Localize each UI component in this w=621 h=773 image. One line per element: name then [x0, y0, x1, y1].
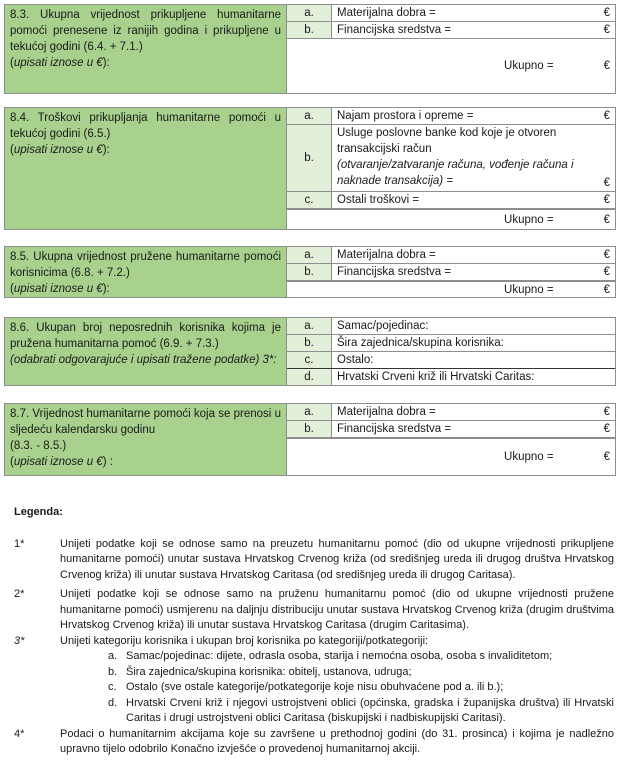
euro-unit: €	[603, 110, 610, 122]
financijska-sredstva-field[interactable]	[332, 22, 615, 38]
legend-text: Unijeti kategoriju korisnika i ukupan broj korisnika po kategoriji/potkategoriji:	[60, 634, 429, 647]
euro-unit: €	[603, 177, 610, 189]
section-title: 8.3. Ukupna vrijednost prikupljene humanitarne pomoći prenesene iz ranijih godina i prikupljene u tekućoj godini (6.4. + 7.1.)	[10, 9, 281, 53]
section-note: (odabrati odgovarajuće i upisati tražene podatke) 3*:	[10, 354, 277, 366]
row-d	[287, 369, 615, 385]
euro-unit: €	[603, 249, 610, 261]
section-title: 8.7. Vrijednost humanitarne pomoći koja se prenosi u sljedeću kalendarsku godinu	[10, 408, 281, 436]
total-label: Ukupno =	[504, 213, 554, 226]
row-label: Materijalna dobra =	[337, 249, 436, 261]
section-formula: (8.3. - 8.5.)	[10, 440, 67, 452]
section-8-4-header: 8.4. Troškovi prikupljanja humanitarne pomoći u tekućoj godini (6.5.) (upisati iznose u €):	[5, 108, 287, 229]
legend-text-block	[60, 634, 614, 727]
row-b	[287, 335, 615, 352]
section-8-6	[4, 317, 616, 386]
euro-unit: €	[603, 423, 610, 435]
row-label-italic: (otvaranje/zatvaranje računa, vođenje računa i naknade transakcija) =	[337, 159, 574, 187]
row-label: Šira zajednica/skupina korisnika:	[337, 337, 504, 349]
legend-text: Unijeti podatke koji se odnose samo na preuzetu humanitarnu pomoć (dio od ukupne vrijednosti prikupljene humanitarne pomoći) unutar sustava Hrvatskog Crvenog križa (od središnjeg ureda ili drugog društva Hrvatskog Crvenog križa) ili unutar sustava Hrvatskog Caritasa (od središnjeg ureda ili drugog Caritasa).	[60, 537, 614, 581]
section-8-4	[4, 107, 616, 230]
section-note: upisati iznose u €	[13, 144, 103, 156]
najam-field[interactable]	[332, 108, 615, 124]
sub-key: d.	[108, 696, 118, 709]
row-a	[287, 5, 615, 22]
section-8-3-header: 8.3. Ukupna vrijednost prikupljene humanitarne pomoći prenesene iz ranijih godina i prikupljene u tekućoj godini (6.4. + 7.1.) (upisati iznose u €):	[5, 5, 287, 93]
row-key: d.	[287, 369, 332, 385]
row-key: a.	[287, 108, 332, 124]
sub-text: Ostalo (sve ostale kategorije/potkategorije koje nisu obuhvaćene pod a. ili b.);	[126, 681, 504, 693]
ostali-troskovi-field[interactable]	[332, 192, 615, 208]
section-title: 8.6. Ukupan broj neposrednih korisnika kojima je pružena humanitarna pomoć (6.9. + 7.3.)	[10, 322, 281, 350]
total-label: Ukupno =	[504, 451, 554, 463]
row-a	[287, 404, 615, 421]
row-label: Materijalna dobra =	[337, 406, 436, 418]
total-label: Ukupno =	[504, 60, 554, 72]
legend-num: 2*	[14, 588, 25, 600]
row-a	[287, 247, 615, 264]
legend-num: 4*	[14, 727, 25, 740]
section-note: upisati iznose u €	[13, 57, 103, 69]
row-key: c.	[287, 192, 332, 208]
euro-unit: €	[603, 194, 610, 206]
row-key: b.	[287, 421, 332, 437]
row-label: Materijalna dobra =	[337, 7, 436, 19]
materijalna-dobra-field[interactable]	[332, 5, 615, 21]
legend-item	[14, 727, 614, 758]
total-field[interactable]	[287, 281, 615, 297]
section-title: 8.5. Ukupna vrijednost pružene humanitarne pomoći korisnicima (6.8. + 7.2.)	[10, 251, 281, 279]
sub-key: c.	[108, 681, 117, 693]
euro-unit: €	[603, 213, 610, 226]
row-b	[287, 264, 615, 281]
row-b	[287, 125, 615, 192]
total-field[interactable]	[287, 438, 615, 475]
section-8-7-header: 8.7. Vrijednost humanitarne pomoći koja se prenosi u sljedeću kalendarsku godinu (8.3. - 8.5.) (upisati iznose u €) :	[5, 404, 287, 475]
total-field[interactable]	[287, 209, 615, 229]
row-a	[287, 318, 615, 335]
euro-unit: €	[603, 451, 610, 463]
euro-unit: €	[603, 283, 610, 296]
legend-title: Legenda:	[14, 506, 63, 518]
euro-unit: €	[603, 24, 610, 36]
sub-text: Samac/pojedinac: dijete, odrasla osoba, starija i nemoćna osoba, osoba s invaliditetom;	[126, 650, 553, 662]
financijska-sredstva-field[interactable]	[332, 421, 615, 437]
section-note: upisati iznose u €	[13, 456, 103, 468]
row-c	[287, 352, 615, 369]
usluge-banke-field[interactable]	[332, 125, 615, 191]
euro-unit: €	[603, 266, 610, 278]
row-key: c.	[287, 352, 332, 368]
materijalna-dobra-field[interactable]	[332, 247, 615, 263]
row-label: Financijska sredstva =	[337, 423, 452, 435]
row-b	[287, 22, 615, 39]
row-key: b.	[287, 335, 332, 351]
row-a	[287, 108, 615, 125]
row-key: a.	[287, 318, 332, 334]
legend	[14, 505, 614, 758]
section-8-7	[4, 403, 616, 476]
legend-item	[14, 587, 614, 634]
sub-key: b.	[108, 665, 118, 678]
total-label: Ukupno =	[504, 283, 554, 296]
row-label: Ostalo:	[337, 354, 374, 366]
hck-caritas-field[interactable]	[332, 369, 615, 385]
legend-text: Podaci o humanitarnim akcijama koje su završene u prethodnoj godini (do 31. prosinca) i kojima je nadležno upravno tijelo odobrilo Konačno izvješće o provedenoj humanitarnoj akciji.	[60, 727, 614, 755]
row-key: b.	[287, 264, 332, 280]
legend-num: 1*	[14, 537, 25, 550]
euro-unit: €	[603, 60, 610, 72]
section-8-6-header	[5, 318, 287, 385]
row-key: a.	[287, 404, 332, 420]
legend-item	[14, 537, 614, 584]
legend-text: Unijeti podatke koji se odnose samo na pruženu humanitarnu pomoć (dio od ukupne vrijednosti pružene humanitarne pomoći) usmjerenu na daljnju distribuciju unutar sustava Hrvatskog Crvenog križa (drugim društvima Hrvatskog Crvenog križa) ili unutar sustava Hrvatskog Caritasa (drugim Caritasima).	[60, 588, 614, 631]
legend-item	[14, 634, 614, 727]
samac-field[interactable]	[332, 318, 615, 334]
sub-text: Šira zajednica/skupina korisnika: obitelj, ustanova, udruga;	[126, 665, 412, 678]
row-label: Financijska sredstva =	[337, 24, 452, 36]
materijalna-dobra-field[interactable]	[332, 404, 615, 420]
row-label: Financijska sredstva =	[337, 266, 452, 278]
sub-text: Hrvatski Crveni križ i njegovi ustrojstveni oblici (općinska, gradska i županijska društva) ili Hrvatski Caritas i drugi ustrojstveni oblici Caritasa (biskupijski i nadbiskupijski Caritasi).	[126, 696, 614, 724]
financijska-sredstva-field[interactable]	[332, 264, 615, 280]
section-note: upisati iznose u €	[13, 283, 103, 295]
section-8-5	[4, 246, 616, 298]
row-label: Najam prostora i opreme =	[337, 110, 474, 122]
total-field[interactable]	[287, 39, 615, 93]
row-key: b.	[287, 22, 332, 38]
euro-unit: €	[603, 406, 610, 418]
row-key: a.	[287, 247, 332, 263]
legend-sublist	[60, 649, 614, 727]
row-b	[287, 421, 615, 438]
row-label: Usluge poslovne banke kod koje je otvoren transakcijski račun	[337, 127, 557, 155]
sira-zajednica-field[interactable]	[332, 335, 615, 351]
ostalo-field[interactable]	[332, 352, 615, 368]
legend-num: 3*	[14, 634, 25, 647]
section-8-5-header: 8.5. Ukupna vrijednost pružene humanitarne pomoći korisnicima (6.8. + 7.2.) (upisati iznose u €):	[5, 247, 287, 297]
row-label: Samac/pojedinac:	[337, 320, 429, 332]
row-key: a.	[287, 5, 332, 21]
sub-key: a.	[108, 650, 118, 662]
section-8-3	[4, 4, 616, 94]
row-label: Hrvatski Crveni križ ili Hrvatski Caritas:	[337, 371, 535, 383]
row-c	[287, 192, 615, 209]
row-key: b.	[287, 125, 332, 191]
euro-unit: €	[603, 7, 610, 19]
row-label: Ostali troškovi =	[337, 194, 420, 206]
section-title: 8.4. Troškovi prikupljanja humanitarne pomoći u tekućoj godini (6.5.)	[10, 112, 281, 140]
